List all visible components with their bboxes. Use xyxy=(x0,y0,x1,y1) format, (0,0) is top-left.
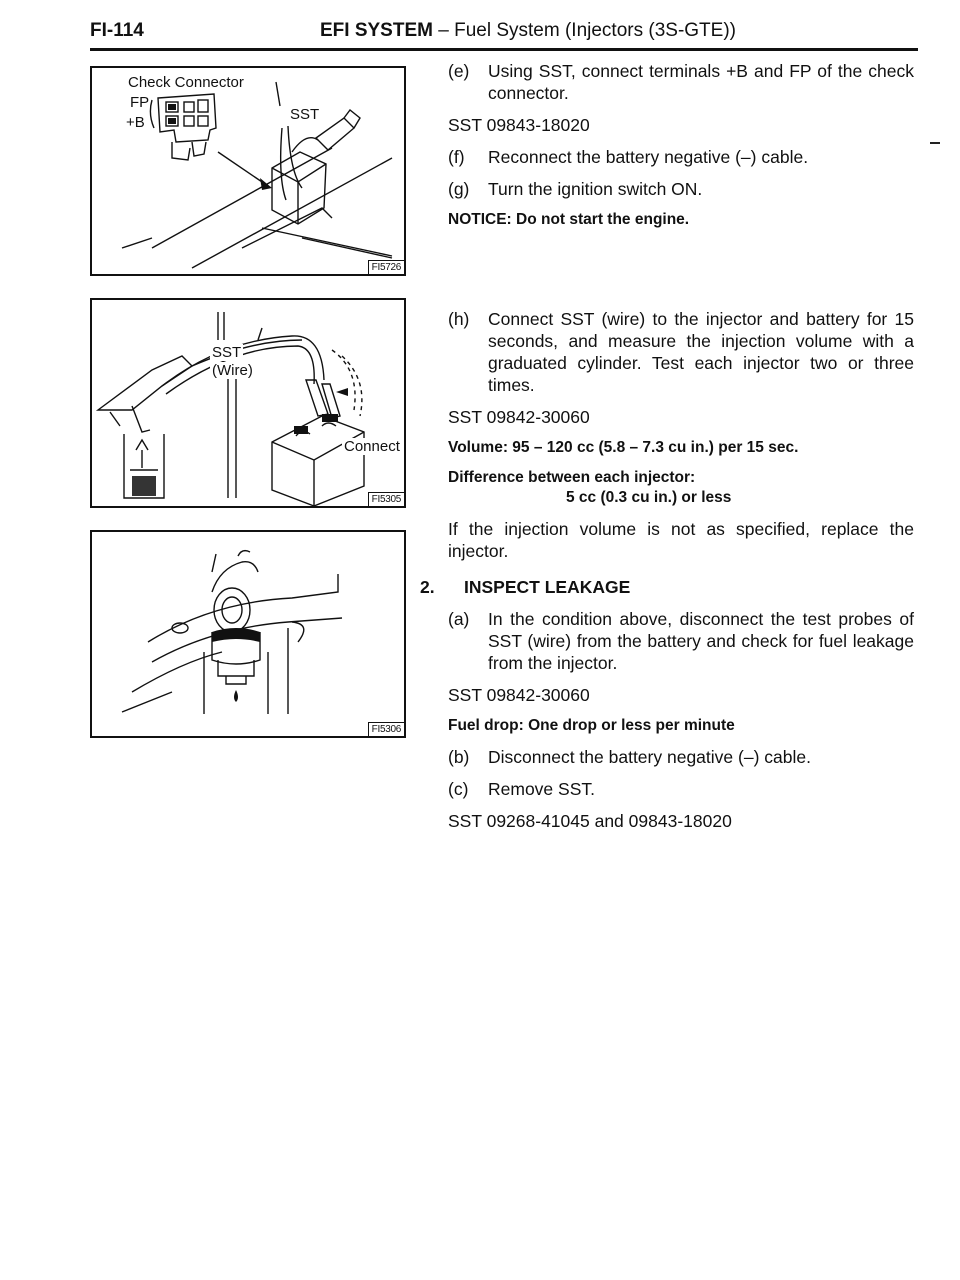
step-text: Turn the ignition switch ON. xyxy=(488,179,703,199)
plus-b-terminal-label: +B xyxy=(126,114,145,131)
page-code: FI-114 xyxy=(90,20,144,41)
step-text: Remove SST. xyxy=(488,779,595,799)
step-a xyxy=(448,608,914,674)
step-b xyxy=(448,746,914,768)
figure-code: FI5306 xyxy=(368,722,404,736)
page-title xyxy=(320,20,736,42)
figure-check-connector xyxy=(90,66,406,276)
title-dash: – xyxy=(438,20,449,41)
figure-code: FI5305 xyxy=(368,492,404,506)
step-label: (a) xyxy=(448,609,470,629)
step-label: (f) xyxy=(448,147,465,167)
injector-battery-illustration xyxy=(92,300,404,506)
step-f xyxy=(448,146,914,168)
step-e xyxy=(448,60,914,104)
step-label: (b) xyxy=(448,747,470,767)
step-h xyxy=(448,308,914,396)
fuel-drop-spec: Fuel drop: One drop or less per minute xyxy=(448,717,735,734)
section-inspect-leakage xyxy=(420,576,914,598)
check-connector-label: Check Connector xyxy=(128,74,244,91)
fp-terminal-label: FP xyxy=(130,94,150,111)
connect-label: Connect xyxy=(344,438,400,455)
sst-number: SST 09268-41045 and 09843-18020 xyxy=(448,811,732,831)
notice: NOTICE: Do not start the engine. xyxy=(448,211,690,228)
step-label: (e) xyxy=(448,61,470,81)
step-label: (g) xyxy=(448,179,470,199)
figure-injector-battery xyxy=(90,298,406,508)
sst-number: SST 09842-30060 xyxy=(448,407,590,427)
step-label: (c) xyxy=(448,779,469,799)
section-number: 2. xyxy=(420,577,435,597)
difference-label: Difference between each injector: xyxy=(448,469,696,486)
injector-leakage-illustration xyxy=(92,532,404,736)
step-label: (h) xyxy=(448,309,470,329)
sst-number: SST 09843-18020 xyxy=(448,115,590,135)
figure-injector-leakage xyxy=(90,530,406,738)
system-name: EFI SYSTEM xyxy=(320,20,433,41)
section-title: INSPECT LEAKAGE xyxy=(464,577,631,597)
sst-label: SST xyxy=(290,106,320,123)
margin-mark xyxy=(930,142,940,144)
section-subtitle: Fuel System (Injectors (3S-GTE)) xyxy=(454,20,736,41)
step-text: Using SST, connect terminals +B and FP of the check connector. xyxy=(488,61,914,103)
step-text: In the condition above, disconnect the test probes of SST (wire) from the battery and check for fuel leakage from the injector. xyxy=(488,609,914,673)
step-text: Connect SST (wire) to the injector and battery for 15 seconds, and measure the injection volume with a graduated cylinder. Test each injector two or three times. xyxy=(488,309,914,395)
sst-number: SST 09842-30060 xyxy=(448,685,590,705)
step-text: Reconnect the battery negative (–) cable. xyxy=(488,147,809,167)
sst-label: SST xyxy=(212,344,242,361)
sst-wire-label: (Wire) xyxy=(212,362,253,379)
step-c xyxy=(448,778,914,800)
replace-note: If the injection volume is not as specified, replace the injector. xyxy=(448,519,914,561)
page-header xyxy=(90,18,918,51)
volume-spec: Volume: 95 – 120 cc (5.8 – 7.3 cu in.) per 15 sec. xyxy=(448,439,799,456)
procedure-text xyxy=(420,60,914,842)
difference-spec xyxy=(448,468,914,508)
difference-value: 5 cc (0.3 cu in.) or less xyxy=(566,489,732,506)
step-g xyxy=(448,178,914,200)
step-text: Disconnect the battery negative (–) cable. xyxy=(488,747,811,767)
figure-code: FI5726 xyxy=(368,260,404,274)
